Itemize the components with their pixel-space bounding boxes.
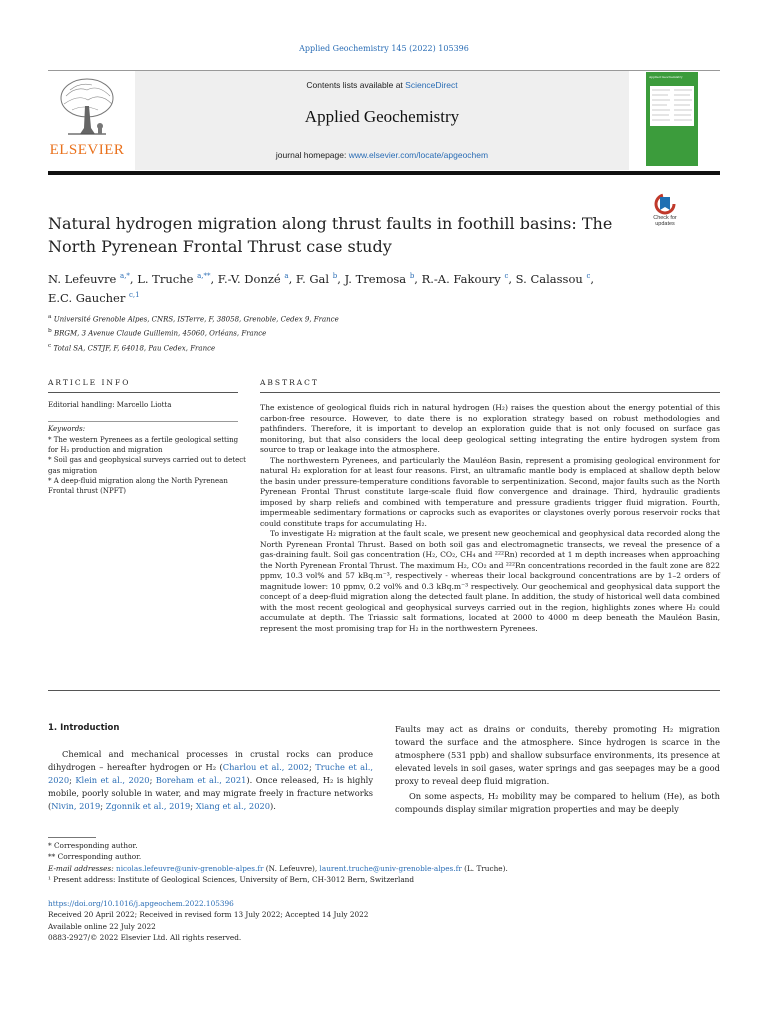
contents-prefix: Contents lists available at bbox=[306, 80, 406, 90]
affiliation: $^b$ BRGM, 3 Avenue Claude Guillemin, 45060, Orléans, France bbox=[48, 328, 267, 338]
abstract-paragraph: The northwestern Pyrenees, and particularly the Mauléon Basin, represent a promising geological environment for natural H₂ exploration for at least four reasons. First, an ultramafic mantle body is emplaced at shallow depth below the basin under pressure-temperature conditions favorable to serpentinization. Second, major faults such as the North Pyrenean Frontal Thrust constitute large-scale fluid flow convergence and drainage. Third, hydraulic gradients imposed by sharp reliefs and combined with temperature and pressure gradients trigger fluid migration. Fourth, impermeable sedimentary formations or caprocks such as evaporites or claystones overly porous reservoir rocks that could constitute traps for accumulating H₂. bbox=[260, 455, 720, 528]
article-info-rule bbox=[48, 392, 238, 393]
doi-link[interactable]: https://doi.org/10.1016/j.apgeochem.2022.105396 bbox=[48, 899, 234, 908]
intro-paragraph: On some aspects, H₂ mobility may be compared to helium (He), as both compounds display similar migration properties and may be deeply bbox=[395, 791, 720, 814]
keyword-item: * A deep-fluid migration along the North Pyrenean Frontal thrust (NPFT) bbox=[48, 476, 228, 496]
footnote-corresponding: ** Corresponding author. bbox=[48, 852, 142, 862]
abstract-paragraph: To investigate H₂ migration at the fault scale, we present new geochemical and geophysical data recorded along the North Pyrenean Frontal Thrust. Based on both soil gas and electromagnetic transects, we reveal the presence of a gas-draining fault. Soil gas concentration (H₂, CO₂, CH₄ and ²²²Rn) recorded at 1 m depth increases when approaching the North Pyrenean Frontal Thrust. The maximum H₂, CO₂ and ²²²Rn concentrations recorded in the fault zone are 822 ppmv, 10.3 vol% and 57 kBq.m⁻³, respectively - whereas their local background concentrations are by 1–2 orders of magnitude lower: 10 ppmv, 0.2 vol% and 0.3 kBq.m⁻³ respectively. Our geochemical and geophysical data support the concept of a deep-fluid migration along the detected fault plane. In addition, the study of historical well data combined with the most recent geological and geophysical surveys carried out in the region, highlights zones where H₂ could accumulate at depth. The Triassic salt formations, located at 2000 to 4000 m deep beneath the Mauléon Basin, represent the most promising trap for H₂ in the northwestern Pyrenees. bbox=[260, 529, 720, 633]
author[interactable]: S. Calassou $^c$ bbox=[515, 271, 591, 286]
keywords-rule bbox=[48, 421, 238, 422]
editorial-handling: Editorial handling: Marcello Liotta bbox=[48, 401, 172, 409]
homepage-link[interactable]: www.elsevier.com/locate/apgeochem bbox=[348, 150, 489, 160]
header-bottom-rule bbox=[48, 171, 720, 175]
affiliation: $^c$ Total SA, CSTJF, F, 64018, Pau Cedex, France bbox=[48, 342, 216, 352]
footnote-rule bbox=[48, 837, 96, 838]
keyword-item: * The western Pyrenees as a fertile geological setting for H₂ production and migration bbox=[48, 436, 239, 455]
author[interactable]: J. Tremosa $^b$ bbox=[344, 271, 415, 286]
section-heading-introduction: 1. Introduction bbox=[48, 723, 120, 733]
citation-link[interactable]: Zgonnik et al., 2019 bbox=[105, 801, 191, 811]
contents-line bbox=[135, 80, 629, 90]
author[interactable]: F. Gal $^b$ bbox=[295, 271, 338, 286]
email-link[interactable]: laurent.truche@univ-grenoble-alpes.fr bbox=[319, 863, 462, 873]
author[interactable]: R.-A. Fakoury $^c$ bbox=[421, 271, 509, 286]
author[interactable]: F.-V. Donzé $^a$ bbox=[217, 271, 289, 286]
abstract-heading: ABSTRACT bbox=[260, 378, 319, 387]
elsevier-tree-icon bbox=[58, 76, 116, 138]
copyright: 0883-2927/© 2022 Elsevier Ltd. All rights reserved. bbox=[48, 933, 242, 943]
abstract-rule bbox=[260, 392, 720, 393]
author[interactable]: L. Truche $^{a,**}$ bbox=[137, 271, 211, 286]
citation-link[interactable]: Nivin, 2019 bbox=[51, 801, 101, 811]
intro-paragraph: Chemical and mechanical processes in crustal rocks can produce dihydrogen – hereafter hydrogen or H₂ (Charlou et al., 2002; Truche et al., 2020; Klein et al., 2020; Boreham et al., 2021). Once released, H₂ is highly mobile, poorly soluble in water, and may migrate freely in fracture networks (Nivin, 2019; Zgonnik et al., 2019; Xiang et al., 2020). bbox=[48, 749, 374, 811]
intro-paragraph: Faults may act as drains or conduits, thereby promoting H₂ migration toward the surface and the atmosphere. Since hydrogen is scarce in the atmosphere (531 ppb) and shallow subsurface environments, its presence at elevated levels in soil gases, water springs and gas seepages may be a good proxy to reveal deep fluid migration. bbox=[395, 724, 720, 786]
keywords-list bbox=[48, 435, 246, 496]
keyword-item: * Soil gas and geophysical surveys carried out to detect gas migration bbox=[48, 456, 246, 475]
footnote-present-address: ¹ Present address: Institute of Geological Sciences, University of Bern, CH-3012 Bern, Switzerland bbox=[48, 875, 415, 885]
intro-column-2 bbox=[395, 723, 720, 816]
check-for-updates-label: Check for updates bbox=[653, 215, 677, 227]
abstract-paragraph: The existence of geological fluids rich in natural hydrogen (H₂) raises the question about the energy potential of this carbon-free resource. However, to date there is no exploration strategy based on robust methodologies and pathfinders. Therefore, it is important to develop an exploration guide that is not only focused on surface gas monitoring, but that also considers the local deep geological setting integrating the entire hydrogen system from source to trap or leakage into the atmosphere. bbox=[260, 403, 720, 454]
check-for-updates-button[interactable] bbox=[648, 193, 682, 237]
article-info-heading: ARTICLE INFO bbox=[48, 378, 131, 387]
citation-link[interactable]: Charlou et al., 2002 bbox=[222, 762, 309, 772]
homepage-prefix: journal homepage: bbox=[275, 150, 349, 160]
journal-name: Applied Geochemistry bbox=[304, 107, 460, 126]
sciencedirect-link[interactable]: ScienceDirect bbox=[405, 80, 458, 90]
journal-homepage bbox=[135, 150, 629, 160]
footnote-emails: E-mail addresses: nicolas.lefeuvre@univ-grenoble-alpes.fr (N. Lefeuvre), laurent.truche@univ-grenoble-alpes.fr (L. Truche). bbox=[48, 863, 508, 873]
keywords-heading: Keywords: bbox=[48, 425, 86, 433]
affiliation: $^a$ Université Grenoble Alpes, CNRS, ISTerre, F, 38058, Grenoble, Cedex 9, France bbox=[48, 314, 339, 324]
citation-link[interactable]: Boreham et al., 2021 bbox=[155, 775, 247, 785]
citation-link[interactable]: Klein et al., 2020 bbox=[75, 775, 150, 785]
author-list: N. Lefeuvre $^{a,*}$, L. Truche $^{a,**}$, F.-V. Donzé $^a$, F. Gal $^b$, J. Tremosa $^b$, R.-A. Fakoury $^c$, S. Calassou $^c$, E.C. Gaucher $^{c,1}$ bbox=[48, 271, 595, 305]
email-link[interactable]: nicolas.lefeuvre@univ-grenoble-alpes.fr bbox=[116, 863, 264, 873]
journal-reference[interactable]: Applied Geochemistry 145 (2022) 105396 bbox=[299, 44, 469, 53]
publisher-wordmark: ELSEVIER bbox=[49, 142, 125, 158]
citation-link[interactable]: Xiang et al., 2020 bbox=[195, 801, 271, 811]
check-for-updates-icon bbox=[648, 193, 682, 215]
citation-link[interactable]: Truche et al., 2020 bbox=[48, 762, 374, 785]
publication-info bbox=[48, 898, 448, 944]
footnote-corresponding: * Corresponding author. bbox=[48, 841, 138, 850]
abstract-bottom-rule bbox=[48, 690, 720, 691]
abstract-text bbox=[260, 403, 720, 634]
elsevier-logo[interactable] bbox=[48, 76, 126, 166]
publication-online-date: Available online 22 July 2022 bbox=[48, 921, 156, 931]
article-title: Natural hydrogen migration along thrust faults in foothill basins: The North Pyrenean Frontal Thrust case study bbox=[48, 214, 613, 256]
author[interactable]: N. Lefeuvre $^{a,*}$ bbox=[48, 271, 130, 286]
cover-title: Applied Geochemistry bbox=[649, 75, 683, 79]
cover-text-lines bbox=[650, 86, 694, 126]
journal-cover-thumbnail[interactable] bbox=[646, 72, 698, 166]
footnotes bbox=[48, 840, 720, 886]
author[interactable]: E.C. Gaucher $^{c,1}$ bbox=[48, 290, 140, 305]
affiliations bbox=[48, 311, 668, 354]
publication-history: Received 20 April 2022; Received in revised form 13 July 2022; Accepted 14 July 2022 bbox=[48, 910, 369, 920]
